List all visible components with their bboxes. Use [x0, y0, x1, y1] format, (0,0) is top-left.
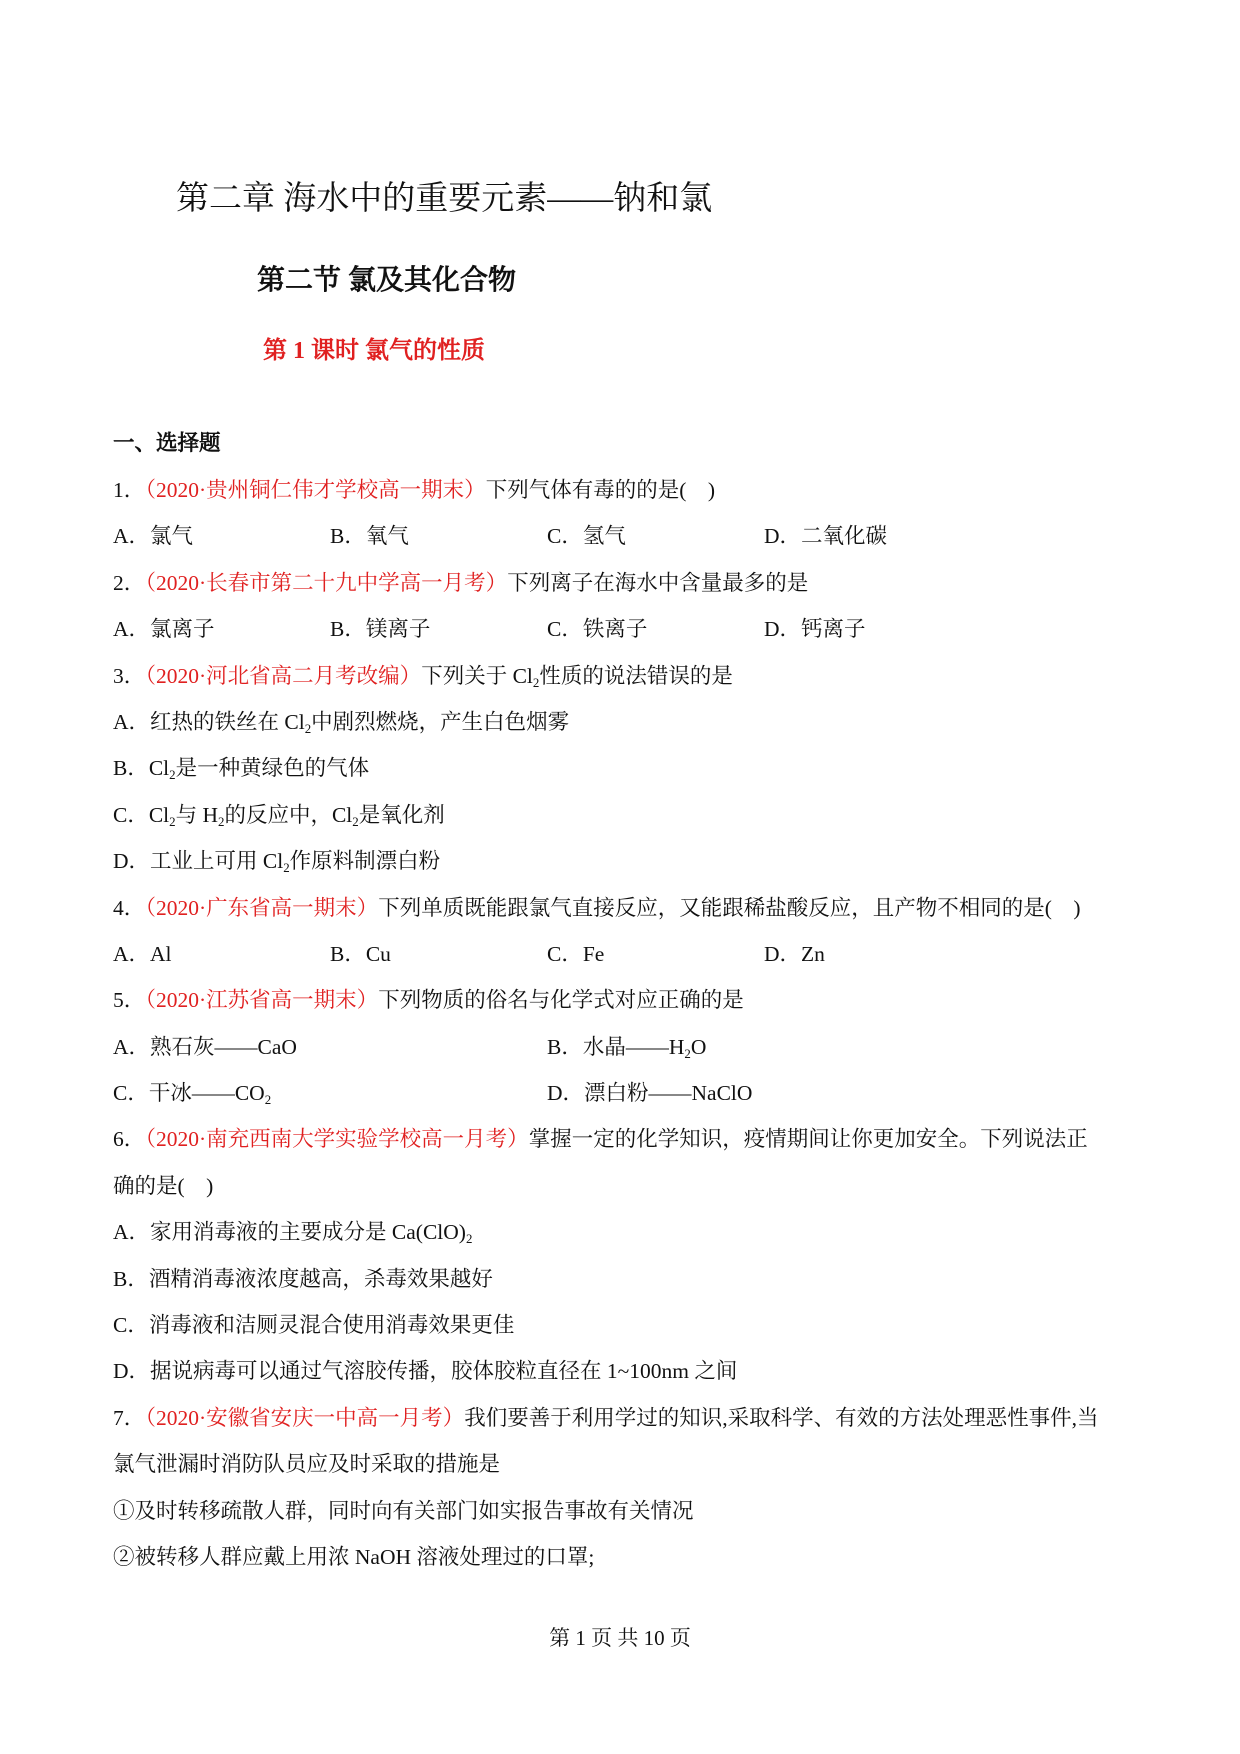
question-5-stem: [113, 977, 1133, 1023]
question-2-stem: [113, 560, 1133, 606]
question-7-stem-cont: 氯气泄漏时消防队员应及时采取的措施是: [113, 1452, 501, 1477]
option-c: C．氢气: [547, 524, 626, 549]
question-text: 下列单质既能跟氯气直接反应，又能跟稀盐酸反应，且产物不相同的是( ): [378, 895, 1081, 920]
option-d: D．二氧化碳: [764, 524, 888, 549]
question-source: （2020·河北省高二月考改编）: [145, 663, 422, 688]
question-6-stem-cont: 确的是( ): [113, 1173, 214, 1198]
lesson-title: 第 1 课时 氯气的性质: [263, 338, 485, 364]
question-number: 2．: [113, 570, 146, 595]
question-source: （2020·南充西南大学实验学校高一月考）: [145, 1127, 529, 1152]
question-number: 3．: [113, 663, 146, 688]
measure-item-2: ②被转移人群应戴上用浓 NaOH 溶液处理过的口罩;: [113, 1544, 595, 1569]
question-number: 1．: [113, 478, 146, 502]
question-6-stem: [113, 1116, 1133, 1162]
option-c: C．消毒液和洁厕灵混合使用消毒效果更佳: [113, 1313, 515, 1338]
option-a: A．Al: [113, 941, 172, 966]
question-5-options-row2: [113, 1070, 1133, 1116]
option-a: A．氯离子: [113, 617, 215, 642]
question-text: 下列物质的俗名与化学式对应正确的是: [378, 988, 744, 1013]
option-d: D．钙离子: [764, 617, 866, 642]
option-a: A．红热的铁丝在 $Cl_2$中剧烈燃烧，产生白色烟雾: [113, 709, 570, 736]
question-3-stem: [113, 653, 1133, 699]
question-text: 下列离子在海水中含量最多的是: [507, 570, 809, 595]
option-d: D．工业上可用 $Cl_2$作原料制漂白粉: [113, 849, 441, 875]
question-text: 掌握一定的化学知识，疫情期间让你更加安全。下列说法正: [528, 1127, 1088, 1152]
question-source: （2020·长春市第二十九中学高一月考）: [145, 570, 508, 595]
option-a: A．氯气: [113, 524, 194, 549]
option-d: D．漂白粉——NaClO: [547, 1081, 753, 1106]
option-b: B．镁离子: [330, 617, 431, 642]
option-b: B．氧气: [330, 524, 409, 549]
option-b: B．酒精消毒液浓度越高，杀毒效果越好: [113, 1266, 493, 1291]
option-b: B．水晶$——H_2O$: [547, 1034, 707, 1061]
question-text: 我们要善于利用学过的知识,采取科学、有效的方法处理恶性事件,当: [464, 1405, 1099, 1430]
option-d: D．Zn: [764, 941, 825, 966]
chapter-title: 第二章 海水中的重要元素——钠和氯: [176, 181, 713, 217]
option-b: B．$Cl_2$是一种黄绿色的气体: [113, 756, 370, 783]
option-c: C．$Cl_2$与 $H_2$的反应中，$Cl_2$是氧化剂: [113, 802, 445, 829]
question-number: 6．: [113, 1127, 146, 1152]
question-source: （2020·贵州铜仁伟才学校高一期末）: [145, 478, 486, 502]
measure-item-1: ①及时转移疏散人群，同时向有关部门如实报告事故有关情况: [113, 1498, 694, 1523]
option-c: C．铁离子: [547, 617, 648, 642]
section-title: 第二节 氯及其化合物: [257, 265, 517, 296]
question-text: 下列气体有毒的的是( ): [485, 478, 716, 502]
option-b: B．Cu: [330, 941, 391, 966]
question-4-stem: [113, 885, 1133, 931]
option-a: A．熟石灰——CaO: [113, 1034, 297, 1059]
option-c: C．干冰$——CO_2$: [113, 1081, 272, 1107]
question-text: 下列关于 $Cl_2$性质的说法错误的是: [421, 663, 733, 690]
question-number: 5．: [113, 988, 146, 1013]
question-2-options: [113, 606, 1133, 652]
question-1-options: [113, 513, 1133, 559]
question-source: （2020·江苏省高一期末）: [145, 988, 379, 1013]
question-source: （2020·广东省高一期末）: [145, 895, 379, 920]
question-number: 7．: [113, 1405, 146, 1430]
page-footer: 第 1 页 共 10 页: [549, 1626, 691, 1650]
part-heading: 一、选择题: [113, 431, 221, 455]
question-number: 4．: [113, 895, 146, 920]
option-d: D．据说病毒可以通过气溶胶传播，胶体胶粒直径在 1~100nm 之间: [113, 1359, 738, 1384]
question-1-stem: [113, 467, 1133, 513]
option-c: C．Fe: [547, 941, 605, 966]
question-7-stem: [113, 1395, 1133, 1441]
question-list: [113, 420, 1133, 1580]
option-a: A．家用消毒液的主要成分是 $Ca(ClO)_2$: [113, 1220, 473, 1247]
question-source: （2020·安徽省安庆一中高一月考）: [145, 1405, 465, 1430]
question-4-options: [113, 931, 1133, 977]
question-5-options-row1: [113, 1024, 1133, 1070]
